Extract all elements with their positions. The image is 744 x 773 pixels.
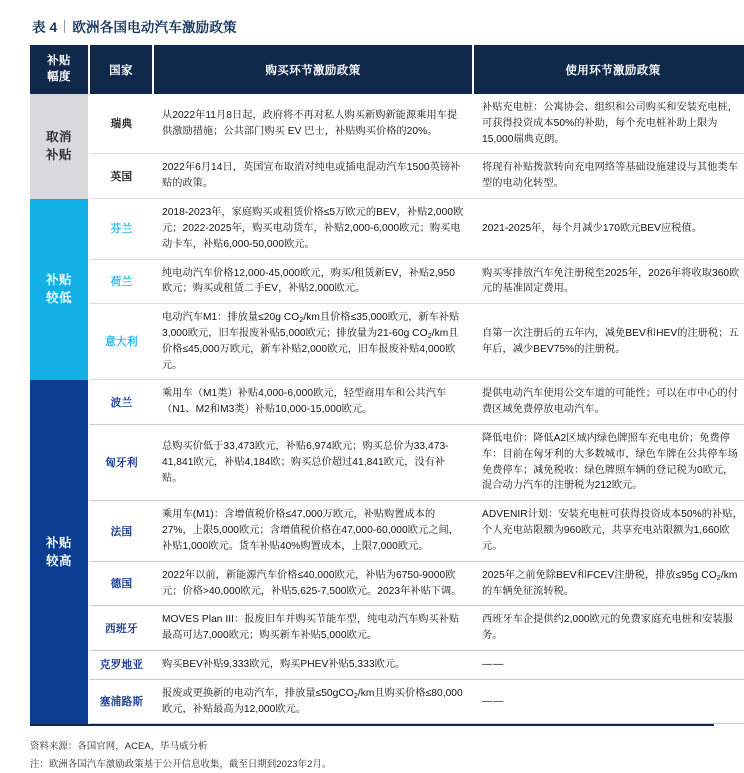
- title-divider: [64, 20, 65, 33]
- country-name-cell: 匈牙利: [89, 425, 153, 501]
- purchase-incentive-cell: 纯电动汽车价格12,000-45,000欧元，购买/租赁新EV，补贴2,950欧元；购买或租赁二手EV，补贴2,000欧元。: [153, 259, 473, 304]
- purchase-incentive-cell: 2018-2023年，家庭购买或租赁价格≤5万欧元的BEV，补贴2,000欧元；2022-2025年，购买电动货车，补贴2,000-6,000欧元；购买电动卡车，补贴6,000-50,000欧元。: [153, 199, 473, 259]
- usage-incentive-cell: 2025年之前免除BEV和FCEV注册税，排放≤95g $CO_2/km$的车辆免征流转税。: [473, 561, 744, 606]
- usage-incentive-cell: 提供电动汽车使用公交车道的可能性；可以在市中心的付费区域免费停放电动汽车。: [473, 380, 744, 425]
- usage-incentive-cell: ——: [473, 679, 744, 724]
- table-footnotes: [30, 737, 716, 773]
- country-name-cell: 西班牙: [89, 606, 153, 651]
- purchase-incentive-cell: 2022年以前，新能源汽车价格≤40,000欧元，补贴为6750-9000欧元；价格>40,000欧元，补贴5,625-7,500欧元。2023年补贴下调。: [153, 561, 473, 606]
- table-number: 表 4: [32, 20, 58, 35]
- purchase-incentive-cell: 总购买价低于33,473欧元，补贴6,974欧元；购买总价为33,473-41,841欧元，补贴4,184欧；购买总价超过41,841欧元，没有补贴。: [153, 425, 473, 501]
- category-cell-cancel: [30, 94, 89, 199]
- usage-incentive-cell: 2021-2025年，每个月减少170欧元BEV应税值。: [473, 199, 744, 259]
- table-bottom-rule: [30, 724, 714, 726]
- purchase-incentive-cell: 电动汽车M1：排放量≤20g $CO_2/km$且价格≤35,000欧元，新车补贴3,000欧元，旧车报废补贴5,000欧元；排放量为21-60g $CO_2/km$且价格≤45,000万欧元，新车补贴2,000欧元，旧车报废补贴4,000欧元。: [153, 304, 473, 380]
- column-header-purchase-incentives: 购买环节激励政策: [153, 45, 473, 94]
- column-header-country: 国家: [89, 45, 153, 94]
- table-row: [30, 425, 744, 501]
- usage-incentive-cell: 购买零排放汽车免注册税至2025年，2026年将收取360欧元的基准固定费用。: [473, 259, 744, 304]
- category-label-line2: 较低: [45, 291, 72, 306]
- usage-incentive-cell: 将现有补贴拨款转向充电网络等基础设施建设与其他类车型的电动化转型。: [473, 154, 744, 199]
- category-header-line1: 补贴: [47, 55, 71, 67]
- column-header-category: [30, 45, 89, 94]
- table-head: [30, 45, 744, 94]
- table-row: [30, 94, 744, 154]
- table-row: [30, 380, 744, 425]
- table-row: [30, 606, 744, 651]
- country-name-cell: 塞浦路斯: [89, 679, 153, 724]
- table-row: [30, 679, 744, 724]
- country-name-cell: 波兰: [89, 380, 153, 425]
- country-name-cell: 意大利: [89, 304, 153, 380]
- purchase-incentive-cell: 报废或更换新的电动汽车，排放量≤50gCO$_2$/km且购买价格≤80,000欧元，补贴最高为12,000欧元。: [153, 679, 473, 724]
- purchase-incentive-cell: 从2022年11月8日起，政府将不再对私人购买新购新能源乘用车提供激励措施；公共部门购买 EV 巴士，补贴购买价格的20%。: [153, 94, 473, 154]
- table-row: [30, 199, 744, 259]
- table-row: [30, 259, 744, 304]
- column-header-usage-incentives: 使用环节激励政策: [473, 45, 744, 94]
- incentive-policy-table: [30, 45, 744, 724]
- category-label-line2: 较高: [45, 553, 72, 568]
- usage-incentive-cell: 自第一次注册后的五年内，减免BEV和HEV的注册税；五年后，减少BEV75%的注册税。: [473, 304, 744, 380]
- usage-incentive-cell: 降低电价：降低A2区域内绿色牌照车充电电价；免费停车：目前在匈牙利的大多数城市，绿色车牌在公共停车场免费停车；减免税收：绿色牌照车辆的登记税为0欧元，混合动力汽车的注册税为212欧元。: [473, 425, 744, 501]
- table-row: [30, 501, 744, 561]
- page-title: [32, 16, 716, 36]
- country-name-cell: 瑞典: [89, 94, 153, 154]
- purchase-incentive-cell: MOVES Plan III：报废旧车并购买节能车型，纯电动汽车购买补贴最高可达7,000欧元；购买新车补贴5,000欧元。: [153, 606, 473, 651]
- category-cell-low: [30, 199, 89, 380]
- purchase-incentive-cell: 乘用车(M1)：含增值税价格≤47,000万欧元，补贴购置成本的27%，上限5,000欧元；含增值税价格在47,000-60,000欧元之间，补贴1,000欧元。货车补贴40%购置成本，上限7,000欧元。: [153, 501, 473, 561]
- category-label-line1: 补贴: [45, 273, 72, 288]
- country-name-cell: 芬兰: [89, 199, 153, 259]
- category-label-line2: 补贴: [45, 148, 72, 163]
- usage-incentive-cell: ——: [473, 650, 744, 679]
- table-body: [30, 94, 744, 724]
- country-name-cell: 德国: [89, 561, 153, 606]
- category-header-line2: 幅度: [47, 70, 71, 83]
- purchase-incentive-cell: 乘用车（M1类）补贴4,000-6,000欧元，轻型商用车和公共汽车（N1、M2和M3类）补贴10,000-15,000欧元。: [153, 380, 473, 425]
- table-title-text: 欧洲各国电动汽车激励政策: [72, 20, 237, 35]
- usage-incentive-cell: 西班牙车企提供约2,000欧元的免费家庭充电桩和安装服务。: [473, 606, 744, 651]
- country-name-cell: 荷兰: [89, 259, 153, 304]
- country-name-cell: 克罗地亚: [89, 650, 153, 679]
- table-row: [30, 304, 744, 380]
- category-cell-high: [30, 380, 89, 724]
- header-row: [30, 45, 744, 94]
- category-label-line1: 取消: [45, 130, 72, 145]
- table-row: [30, 154, 744, 199]
- usage-incentive-cell: 补贴充电桩：公寓协会、组织和公司购买和安装充电桩，可获得投资成本50%的补助，每个充电桩补助上限为15,000瑞典克朗。: [473, 94, 744, 154]
- purchase-incentive-cell: 购买BEV补贴9,333欧元，购买PHEV补贴5,333欧元。: [153, 650, 473, 679]
- country-name-cell: 法国: [89, 501, 153, 561]
- methodology-note: 注：欧洲各国汽车激励政策基于公开信息收集，截至日期到2023年2月。: [30, 758, 332, 770]
- country-name-cell: 英国: [89, 154, 153, 199]
- table-row: [30, 561, 744, 606]
- usage-incentive-cell: ADVENIR计划：安装充电桩可获得投资成本50%的补贴，个人充电站限额为960欧元，共享充电站限额为1,660欧元。: [473, 501, 744, 561]
- source-note: 资料来源：各国官网，ACEA，毕马威分析: [30, 740, 208, 752]
- category-label-line1: 补贴: [45, 535, 72, 550]
- purchase-incentive-cell: 2022年6月14日，英国宣布取消对纯电或插电混动汽车1500英镑补贴的政策。: [153, 154, 473, 199]
- table-row: [30, 650, 744, 679]
